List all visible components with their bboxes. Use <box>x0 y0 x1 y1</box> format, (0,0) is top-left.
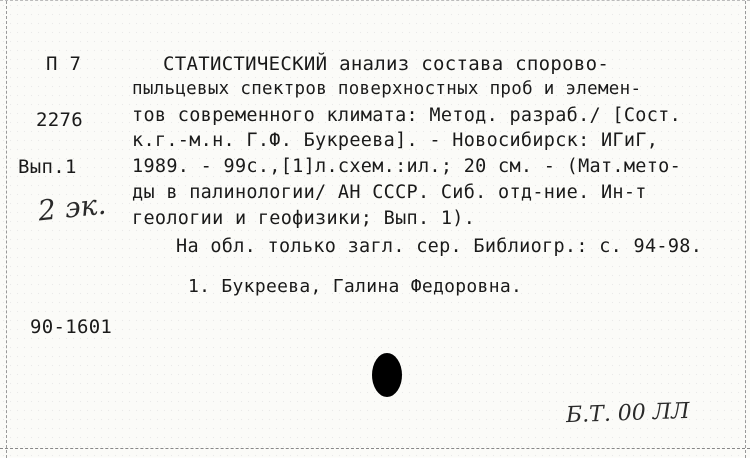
card-right-edge <box>745 1 750 458</box>
shelf-code: П 7 <box>46 53 82 75</box>
tracing-entry: 1. Букреева, Галина Федоровна. <box>188 276 523 297</box>
body-line-5: 1989. - 99с.,[1]л.схем.:ил.; 20 см. - (Мат.мето- <box>132 156 682 177</box>
body-line-7: геологии и геофизики; Вып. 1). <box>132 208 476 229</box>
card-left-edge <box>0 1 7 458</box>
notes-line: На обл. только загл. сер. Библиогр.: с. 94-98. <box>176 236 703 257</box>
body-line-3: тов современного климата: Метод. разраб./ [Сост. <box>132 105 682 126</box>
body-line-4: к.г.-м.н. Г.Ф. Букреева]. - Новосибирск: ИГиГ, <box>132 130 659 151</box>
accession-number: 90-1601 <box>30 316 113 338</box>
punch-hole <box>372 353 402 397</box>
body-line-2: пыльцевых спектров поверхностных проб и элемен- <box>132 79 642 99</box>
card-bottom-edge <box>0 448 750 449</box>
issue-label: Вып.1 <box>18 156 77 178</box>
handwritten-copies-note: 2 эк. <box>36 187 108 228</box>
inventory-number: 2276 <box>36 109 83 131</box>
body-line-1: СТАТИСТИЧЕСКИЙ анализ состава спорово- <box>163 53 610 75</box>
handwritten-stamp-note: Б.Т. 00 ЛЛ <box>565 398 690 429</box>
body-line-6: ды в палинологии/ АН СССР. Сиб. отд-ние. Ин-т <box>132 182 647 203</box>
